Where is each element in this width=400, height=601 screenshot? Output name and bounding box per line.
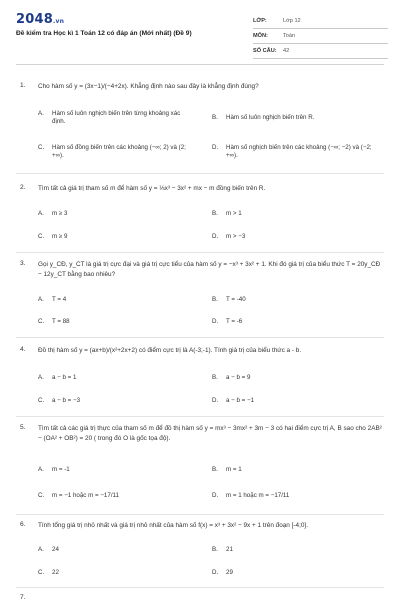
option-text: a − b = −3 (52, 397, 81, 404)
meta-key: SỐ CÂU: (253, 48, 277, 54)
meta-table (253, 14, 388, 59)
option-text: T = -40 (226, 296, 246, 303)
option-text: T = 4 (52, 296, 67, 303)
question-divider (16, 173, 384, 174)
option-label: A. (38, 110, 44, 117)
option-label: D. (212, 492, 219, 499)
option-b[interactable] (212, 546, 233, 554)
option-label: D. (212, 233, 219, 240)
question-text: Tìm tất cả các giá trị thực của tham số m để đồ thị hàm số y = mx³ − 3mx² + 3m − 3 có hai điểm cực trị A, B sao cho 2AB² − (OA² + OB²) = 20 ( trong đó O là gốc tọa độ). (38, 425, 382, 442)
option-text: Hàm số luôn nghịch biến trên R. (226, 114, 315, 121)
option-label: B. (212, 210, 218, 217)
option-label: A. (38, 546, 44, 553)
option-d[interactable] (212, 233, 245, 241)
page-title: Đề kiểm tra Học kì 1 Toán 12 có đáp án (Mới nhất) (Đề 9) (16, 30, 192, 37)
meta-value: Lớp 12 (283, 18, 301, 24)
option-label: B. (212, 466, 218, 473)
option-label: C. (38, 144, 45, 151)
meta-key: MÔN: (253, 33, 268, 39)
option-a[interactable] (38, 466, 70, 474)
option-c[interactable] (38, 569, 59, 577)
option-b[interactable] (212, 210, 242, 218)
option-text: a − b = 1 (52, 374, 77, 381)
logo-suffix: .vn (52, 18, 65, 25)
question-number: 2. (20, 184, 26, 191)
option-text: T = 88 (52, 318, 70, 325)
option-text: Hàm số nghịch biến trên các khoảng (−∞; −2) và (−2; +∞). (226, 144, 372, 159)
option-d[interactable] (212, 318, 242, 326)
meta-row-count (253, 44, 388, 59)
option-label: B. (212, 374, 218, 381)
option-label: C. (38, 397, 45, 404)
question-text: Tìm tất cả giá trị tham số m để hàm số y = ⅓x³ − 3x² + mx − m đồng biến trên R. (38, 185, 266, 192)
question-text: Tính tổng giá trị nhỏ nhất và giá trị nhỏ nhất của hàm số f(x) = x³ + 3x² − 9x + 1 trên đoạn [-4;0]. (38, 522, 308, 529)
option-label: B. (212, 296, 218, 303)
option-a[interactable] (38, 374, 76, 382)
option-label: C. (38, 569, 45, 576)
option-text: m = -1 (52, 466, 70, 473)
option-text: Hàm số đồng biến trên các khoảng (−∞; 2) và (2; +∞). (52, 144, 186, 159)
option-text: a − b = −1 (226, 397, 255, 404)
logo-main: 2048 (16, 12, 53, 27)
option-label: C. (38, 492, 45, 499)
site-logo[interactable] (16, 12, 64, 27)
option-label: D. (212, 397, 219, 404)
question-number: 1. (20, 82, 26, 89)
option-a[interactable] (38, 546, 59, 554)
question-divider (16, 252, 384, 253)
option-c[interactable] (38, 397, 80, 405)
meta-key: LỚP: (253, 18, 267, 24)
option-label: A. (38, 466, 44, 473)
option-text: Hàm số luôn nghịch biến trên từng khoảng xác định. (52, 110, 181, 125)
question-text: Cho hàm số y = (3x−1)/(−4+2x). Khẳng định nào sau đây là khẳng định đúng? (38, 83, 259, 90)
option-label: C. (38, 318, 45, 325)
option-text: 29 (226, 569, 233, 576)
option-label: D. (212, 144, 219, 151)
option-d[interactable] (212, 144, 382, 160)
option-d[interactable] (212, 397, 254, 405)
option-label: D. (212, 569, 219, 576)
header-divider (16, 64, 384, 65)
option-c[interactable] (38, 144, 198, 160)
question-number: 6. (20, 521, 26, 528)
option-text: m > −3 (226, 233, 246, 240)
meta-row-class (253, 14, 388, 29)
option-text: 21 (226, 546, 233, 553)
option-label: A. (38, 374, 44, 381)
question-divider (16, 416, 384, 417)
question-number: 4. (20, 346, 26, 353)
option-text: m > 1 (226, 210, 242, 217)
question-number: 3. (20, 260, 26, 267)
option-d[interactable] (212, 569, 233, 577)
option-label: C. (38, 233, 45, 240)
option-b[interactable] (212, 296, 246, 304)
option-label: A. (38, 210, 44, 217)
question-divider (16, 337, 384, 338)
option-c[interactable] (38, 233, 67, 241)
question-text: Đồ thị hàm số y = (ax+b)/(x²+2x+2) có điểm cực trị là A(-3;-1). Tính giá trị của biểu thức a - b. (38, 347, 302, 354)
meta-row-subject (253, 29, 388, 44)
option-text: m = −1 hoặc m = −17/11 (52, 492, 119, 499)
option-text: a − b = 9 (226, 374, 251, 381)
option-label: B. (212, 546, 218, 553)
meta-value: Toán (283, 33, 296, 39)
option-text: m ≥ 3 (52, 210, 68, 217)
option-b[interactable] (212, 466, 242, 474)
meta-value: 42 (283, 48, 290, 54)
option-a[interactable] (38, 296, 66, 304)
question-divider (16, 514, 384, 515)
option-c[interactable] (38, 492, 119, 500)
option-b[interactable] (212, 374, 250, 382)
option-b[interactable] (212, 114, 382, 122)
option-text: m = 1 (226, 466, 242, 473)
option-text: 22 (52, 569, 59, 576)
question-divider (16, 587, 384, 588)
option-a[interactable] (38, 110, 198, 126)
option-text: m = 1 hoặc m = −17/11 (226, 492, 290, 499)
option-a[interactable] (38, 210, 67, 218)
option-text: T = -6 (226, 318, 243, 325)
option-label: A. (38, 296, 44, 303)
option-text: 24 (52, 546, 59, 553)
option-d[interactable] (212, 492, 289, 500)
question-number: 7. (20, 594, 26, 601)
option-c[interactable] (38, 318, 70, 326)
option-label: B. (212, 114, 218, 121)
question-text: Gọi y_CĐ, y_CT là giá trị cực đại và giá trị cực tiểu của hàm số y = −x³ + 3x² + 1. Khi đó giá trị của biểu thức T = 20y_CĐ − 12y_CT bằng bao nhiêu? (38, 261, 381, 278)
option-text: m ≥ 9 (52, 233, 68, 240)
question-number: 5. (20, 424, 26, 431)
option-label: D. (212, 318, 219, 325)
